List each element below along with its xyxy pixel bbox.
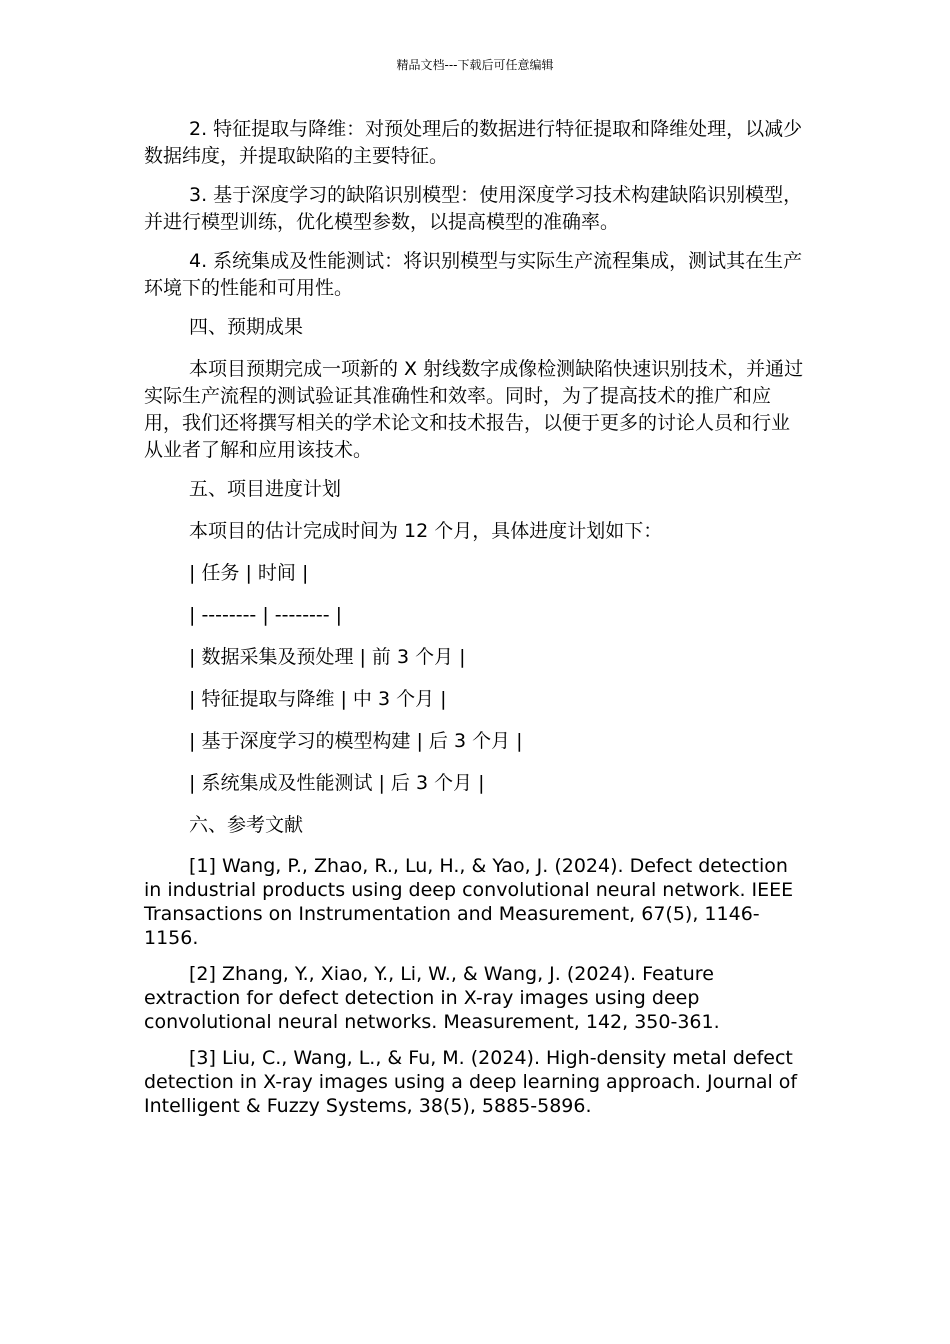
paragraph-feature-extraction: 2. 特征提取与降维：对预处理后的数据进行特征提取和降维处理，以减少数据纬度，并提取缺陷的主要特征。 [144, 118, 803, 167]
table-row-model-building: | 基于深度学习的模型构建 | 后 3 个月 | [189, 730, 523, 752]
paragraph-schedule-intro: 本项目的估计完成时间为 12 个月，具体进度计划如下： [189, 520, 663, 542]
section-heading-schedule: 五、项目进度计划 [189, 478, 342, 500]
section-heading-references: 六、参考文献 [189, 814, 304, 836]
section-heading-expected-results: 四、预期成果 [189, 316, 304, 338]
paragraph-system-integration: 4. 系统集成及性能测试：将识别模型与实际生产流程集成，测试其在生产环境下的性能和可用性。 [144, 250, 803, 299]
document-body [144, 116, 806, 1130]
table-row-data-collection: | 数据采集及预处理 | 前 3 个月 | [189, 646, 466, 668]
paragraph-expected-results: 本项目预期完成一项新的 X 射线数字成像检测缺陷快速识别技术，并通过实际生产流程的测试验证其准确性和效率。同时，为了提高技术的推广和应用，我们还将撰写相关的学术论文和技术报告，以便于更多的讨论人员和行业从业者了解和应用该技术。 [144, 358, 804, 461]
table-row-separator: | -------- | -------- | [189, 604, 343, 626]
paragraph-defect-model: 3. 基于深度学习的缺陷识别模型：使用深度学习技术构建缺陷识别模型，并进行模型训练，优化模型参数，以提高模型的准确率。 [144, 184, 803, 233]
table-row-system-integration: | 系统集成及性能测试 | 后 3 个月 | [189, 772, 485, 794]
table-row-header: | 任务 | 时间 | [189, 562, 309, 584]
page-header: 精品文档---下载后可任意编辑 [396, 58, 554, 72]
reference-item-1: [1] Wang, P., Zhao, R., Lu, H., & Yao, J. (2024). Defect detection in industrial products using deep convolutional neural network. IEEE Transactions on Instrumentation and Measurement, 67(5), 1146-1156. [144, 855, 794, 949]
reference-item-3: [3] Liu, C., Wang, L., & Fu, M. (2024). High-density metal defect detection in X-ray images using a deep learning approach. Journal of Intelligent & Fuzzy Systems, 38(5), 5885-5896. [144, 1047, 798, 1117]
reference-item-2: [2] Zhang, Y., Xiao, Y., Li, W., & Wang, J. (2024). Feature extraction for defect detection in X-ray images using deep convolutional neural networks. Measurement, 142, 350-361. [144, 963, 720, 1033]
table-row-feature-extraction: | 特征提取与降维 | 中 3 个月 | [189, 688, 447, 710]
